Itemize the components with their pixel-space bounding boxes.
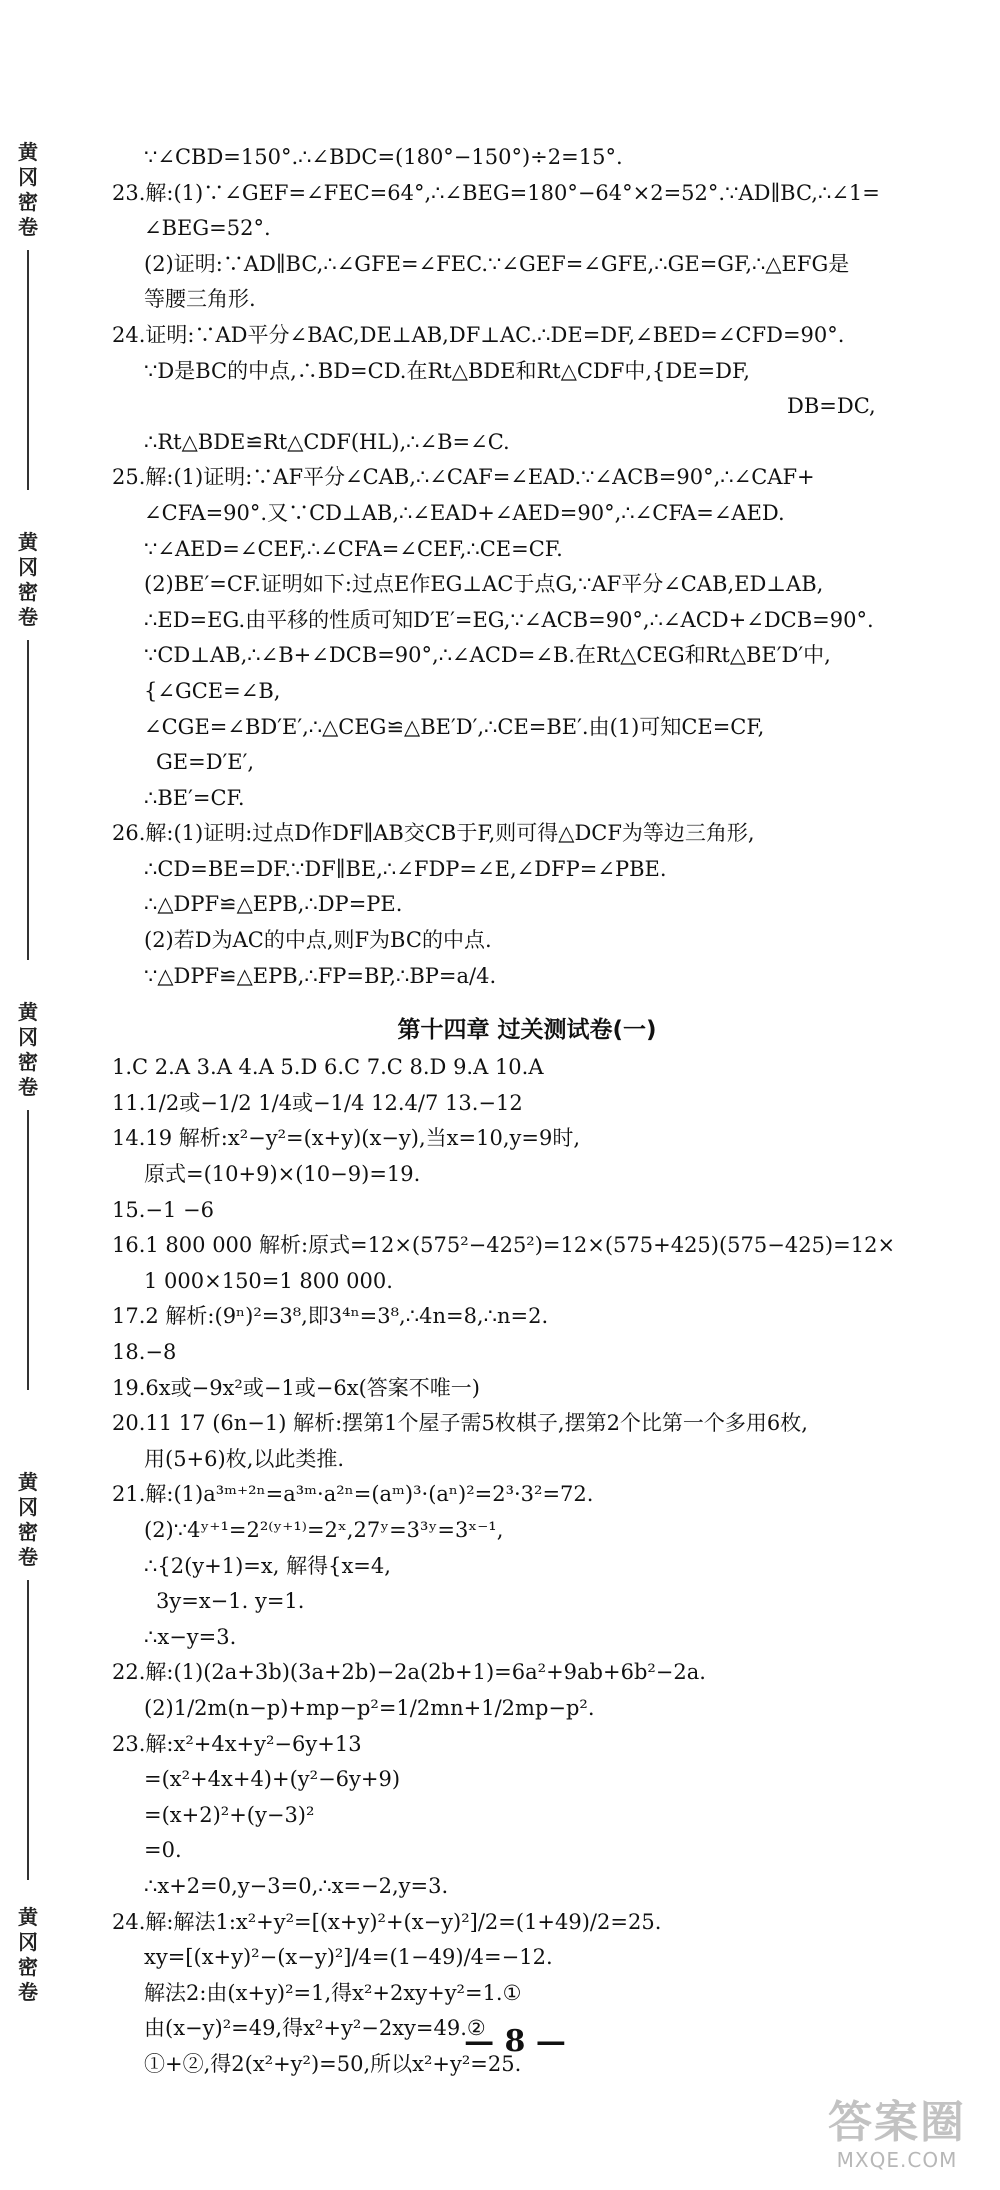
answer-line: 等腰三角形. xyxy=(144,287,256,312)
margin-seal-3: 黄冈密卷 xyxy=(18,1000,38,1099)
answer-line: 25.解:(1)证明:∵AF平分∠CAB,∴∠CAF=∠EAD.∵∠ACB=90°,∴∠CAF+ xyxy=(112,465,815,490)
margin-seal-4: 黄冈密卷 xyxy=(18,1470,38,1569)
answer-line: (2)1/2m(n−p)+mp−p²=1/2mn+1/2mp−p². xyxy=(144,1695,595,1720)
answer-line: ∴△DPF≌△EPB,∴DP=PE. xyxy=(144,892,403,917)
answer-line: 23.解:(1)∵∠GEF=∠FEC=64°,∴∠BEG=180°−64°×2=52°.∵AD∥BC,∴∠1= xyxy=(112,180,880,205)
answer-line: 原式=(10+9)×(10−9)=19. xyxy=(144,1162,421,1187)
answer-line: (2)BE′=CF.证明如下:过点E作EG⊥AC于点G,∵AF平分∠CAB,ED⊥AB, xyxy=(144,572,824,597)
answer-line: 3y=x−1. y=1. xyxy=(156,1589,305,1614)
answer-line: 18.−8 xyxy=(112,1340,177,1364)
answer-line: 22.解:(1)(2a+3b)(3a+2b)−2a(2b+1)=6a²+9ab+6b²−2a. xyxy=(112,1660,706,1685)
answer-line: {∠GCE=∠B, xyxy=(144,678,281,703)
answer-line: 16.1 800 000 解析:原式=12×(575²−425²)=12×(575+425)(575−425)=12× xyxy=(112,1233,896,1258)
answer-line: xy=[(x+y)²−(x−y)²]/4=(1−49)/4=−12. xyxy=(144,1945,553,1970)
answer-line: 23.解:x²+4x+y²−6y+13 xyxy=(112,1731,362,1756)
answer-line: ∠CFA=90°.又∵CD⊥AB,∴∠EAD+∠AED=90°,∴∠CFA=∠AED. xyxy=(144,500,785,525)
answer-line: 11.1/2或−1/2 1/4或−1/4 12.4/7 13.−12 xyxy=(112,1090,523,1115)
answer-line: ∵CD⊥AB,∴∠B+∠DCB=90°,∴∠ACD=∠B.在Rt△CEG和Rt△BE′D′中, xyxy=(144,643,831,668)
answer-line: ∠BEG=52°. xyxy=(144,216,271,241)
answer-line: 1 000×150=1 800 000. xyxy=(144,1268,393,1293)
answer-line: DB=DC, xyxy=(787,394,876,419)
chapter-title: 第十四章 过关测试卷(一) xyxy=(397,1017,657,1044)
answer-line: ①+②,得2(x²+y²)=50,所以x²+y²=25. xyxy=(144,2051,522,2076)
answer-line: 24.证明:∵AD平分∠BAC,DE⊥AB,DF⊥AC.∴DE=DF,∠BED=∠CFD=90°. xyxy=(112,322,845,347)
margin-divider-4 xyxy=(27,1580,29,1880)
watermark-url: MXQE.COM xyxy=(836,2148,958,2172)
answer-line: ∴{2(y+1)=x, 解得{x=4, xyxy=(144,1553,391,1578)
binding-margin xyxy=(0,0,62,2190)
answer-line: ∵∠CBD=150°.∴∠BDC=(180°−150°)÷2=15°. xyxy=(144,145,623,169)
answer-line: 解法2:由(x+y)²=1,得x²+2xy+y²=1.① xyxy=(144,1980,522,2005)
site-watermark xyxy=(808,2098,986,2176)
answer-line: (2)∵4ʸ⁺¹=2²⁽ʸ⁺¹⁾=2ˣ,27ʸ=3³ʸ=3ˣ⁻¹, xyxy=(144,1517,504,1542)
answer-line: 用(5+6)枚,以此类推. xyxy=(144,1446,345,1471)
answer-line: 26.解:(1)证明:过点D作DF∥AB交CB于F,则可得△DCF为等边三角形, xyxy=(112,821,755,846)
answer-line: 由(x−y)²=49,得x²+y²−2xy=49.② xyxy=(144,2016,486,2041)
margin-divider-1 xyxy=(27,250,29,490)
answer-line: ∴CD=BE=DF.∵DF∥BE,∴∠FDP=∠E,∠DFP=∠PBE. xyxy=(144,856,667,881)
answer-line: =0. xyxy=(144,1838,182,1863)
answer-line: ∴ED=EG.由平移的性质可知D′E′=EG,∵∠ACB=90°,∴∠ACD+∠DCB=90°. xyxy=(144,607,874,632)
margin-divider-3 xyxy=(27,1110,29,1390)
answer-line: ∴x+2=0,y−3=0,∴x=−2,y=3. xyxy=(144,1873,449,1898)
answer-line: 24.解:解法1:x²+y²=[(x+y)²+(x−y)²]/2=(1+49)/2=25. xyxy=(112,1909,662,1934)
answer-line: (2)若D为AC的中点,则F为BC的中点. xyxy=(144,928,492,953)
answer-line: ∴Rt△BDE≌Rt△CDF(HL),∴∠B=∠C. xyxy=(144,429,510,454)
answer-line: ∵∠AED=∠CEF,∴∠CFA=∠CEF,∴CE=CF. xyxy=(144,536,563,561)
answer-line: =(x²+4x+4)+(y²−6y+9) xyxy=(144,1767,401,1792)
answer-line: 20.11 17 (6n−1) 解析:摆第1个屋子需5枚棋子,摆第2个比第一个多用6枚, xyxy=(112,1411,808,1436)
margin-seal-1: 黄冈密卷 xyxy=(18,140,38,239)
answer-content xyxy=(112,140,942,2082)
margin-seal-2: 黄冈密卷 xyxy=(18,530,38,629)
answer-line: GE=D′E′, xyxy=(156,750,255,775)
answer-line: 15.−1 −6 xyxy=(112,1197,214,1222)
margin-divider-2 xyxy=(27,640,29,960)
page-number: — 8 — xyxy=(464,2024,566,2059)
answer-line: ∵△DPF≌△EPB,∴FP=BP,∴BP=a/4. xyxy=(144,963,497,988)
margin-seal-5: 黄冈密卷 xyxy=(18,1905,38,2004)
answer-line: 17.2 解析:(9ⁿ)²=3⁸,即3⁴ⁿ=3⁸,∴4n=8,∴n=2. xyxy=(112,1304,549,1329)
answer-line: 1.C 2.A 3.A 4.A 5.D 6.C 7.C 8.D 9.A 10.A xyxy=(112,1055,544,1080)
answer-line: ∴x−y=3. xyxy=(144,1624,237,1649)
answer-line: 21.解:(1)a³ᵐ⁺²ⁿ=a³ᵐ·a²ⁿ=(aᵐ)³·(aⁿ)²=2³·3²=72. xyxy=(112,1482,594,1507)
answer-line: ∠CGE=∠BD′E′,∴△CEG≌△BE′D′,∴CE=BE′.由(1)可知CE=CF, xyxy=(144,714,765,739)
watermark-logo-text: 答案圈 xyxy=(828,2097,966,2148)
answer-line: (2)证明:∵AD∥BC,∴∠GFE=∠FEC.∵∠GEF=∠GFE,∴GE=GF,∴△EFG是 xyxy=(144,251,850,276)
answer-line: 14.19 解析:x²−y²=(x+y)(x−y),当x=10,y=9时, xyxy=(112,1126,580,1151)
answer-line: ∴BE′=CF. xyxy=(144,785,245,810)
answer-line: 19.6x或−9x²或−1或−6x(答案不唯一) xyxy=(112,1375,480,1400)
answer-line: ∵D是BC的中点,∴BD=CD.在Rt△BDE和Rt△CDF中,{DE=DF, xyxy=(144,358,750,383)
answer-line: =(x+2)²+(y−3)² xyxy=(144,1802,315,1827)
